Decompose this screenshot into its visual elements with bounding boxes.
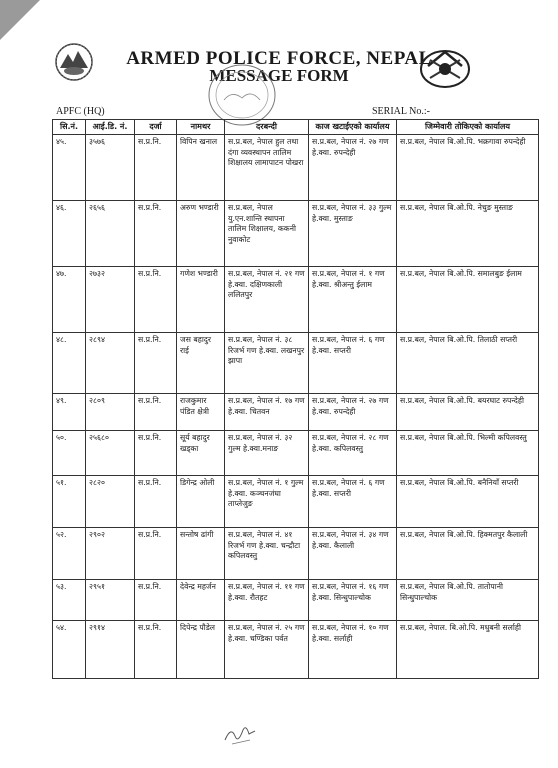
col-header-sn: सि.नं. [53,120,86,135]
cell-assigned-office: स.प्र.बल, नेपाल बि.ओ.पि. तातोपानी सिन्धुपाल्चोक [397,580,539,621]
cell-id: २५६८० [86,431,135,476]
col-header-id: आई.डि. नं. [86,120,135,135]
cell-rank: स.प्र.नि. [135,267,177,333]
cell-deputed-office: स.प्र.बल, नेपाल नं. १६ गण हे.क्वा. सिन्धुपाल्चोक [309,580,397,621]
cell-post: स.प्र.बल, नेपाल नं. २१ गण हे.क्वा. दक्षिणकाली ललितपुर [225,267,309,333]
cell-id: २८९४ [86,333,135,394]
cell-assigned-office: स.प्र.बल, नेपाल बि.ओ.पि. बनैनियाँ सप्तरी [397,476,539,528]
cell-rank: स.प्र.नि. [135,333,177,394]
cell-rank: स.प्र.नि. [135,394,177,431]
cell-post: स.प्र.बल, नेपाल नं. ११ गण हे.क्वा. रौतहट [225,580,309,621]
table-row [53,621,539,679]
cell-name: सन्तोष ढांगी [177,528,225,580]
cell-rank: स.प्र.नि. [135,201,177,267]
cell-post: स.प्र.बल, नेपाल नं. ३२ गुल्म हे.क्वा.मनाङ [225,431,309,476]
cell-post: स.प्र.बल, नेपाल नं. १७ गण हे.क्वा. चितवन [225,394,309,431]
organization-title: ARMED POLICE FORCE, NEPAL [126,48,432,69]
cell-sn: ४५. [53,135,86,201]
deputation-table [52,119,539,679]
cell-sn: ५१. [53,476,86,528]
cell-name: जस बहादुर राई [177,333,225,394]
cell-deputed-office: स.प्र.बल, नेपाल नं. ३४ गण हे.क्वा. कैलाली [309,528,397,580]
cell-name: अरुण भण्डारी [177,201,225,267]
cell-id: २९५१ [86,580,135,621]
page-corner-fold [0,0,40,40]
apf-emblem-icon [418,46,472,92]
cell-sn: ४८. [53,333,86,394]
cell-assigned-office: स.प्र.बल, नेपाल. बि.ओ.पि. मधुबनी सर्लाही [397,621,539,679]
cell-rank: स.प्र.नि. [135,528,177,580]
cell-deputed-office: स.प्र.बल, नेपाल नं. २७ गण हे.क्वा. रुपन्देही [309,394,397,431]
cell-post: स.प्र.बल, नेपाल नं. ३८ रिजर्भ गण हे.क्वा. लखनपुर झापा [225,333,309,394]
cell-deputed-office: स.प्र.बल, नेपाल नं. २७ गण हे.क्वा. रुपन्देही [309,135,397,201]
cell-id: २९१४ [86,621,135,679]
cell-assigned-office: स.प्र.बल, नेपाल बि.ओ.पि. समालबुङ ईलाम [397,267,539,333]
cell-post: स.प्र.बल, नेपाल नं. २५ गण हे.क्वा. चण्डिका पर्वत [225,621,309,679]
cell-post: स.प्र.बल, नेपाल हुल तथा दंगा व्यवस्थापन तालिम शिक्षालय लामापाटन पोखरा [225,135,309,201]
cell-name: विपिन खनाल [177,135,225,201]
cell-sn: ४९. [53,394,86,431]
cell-rank: स.प्र.नि. [135,621,177,679]
cell-sn: ५४. [53,621,86,679]
signature-mark [222,722,258,748]
col-header-deputed-office: काज खटाईएको कार्यालय [309,120,397,135]
col-header-assigned-office: जिम्मेवारी तोकिएको कार्यालय [397,120,539,135]
cell-assigned-office: स.प्र.बल, नेपाल बि.ओ.पि. बयरघाट रुपन्देही [397,394,539,431]
cell-rank: स.प्र.नि. [135,431,177,476]
cell-assigned-office: स.प्र.बल, नेपाल बि.ओ.पि. भिल्मी कपिलवस्तु [397,431,539,476]
cell-deputed-office: स.प्र.बल, नेपाल नं. ६ गण हे.क्वा. सप्तरी [309,333,397,394]
col-header-rank: दर्जा [135,120,177,135]
cell-deputed-office: स.प्र.बल, नेपाल नं. १० गण हे.क्वा. सर्लाही [309,621,397,679]
table-row [53,201,539,267]
serial-label: SERIAL No.:- [372,106,430,117]
cell-id: २८०९ [86,394,135,431]
cell-id: २६५६ [86,201,135,267]
table-row [53,476,539,528]
cell-name: देवेन्द्र महर्जन [177,580,225,621]
cell-name: दिपेन्द्र पौडेल [177,621,225,679]
cell-id: ३५७६ [86,135,135,201]
cell-deputed-office: स.प्र.बल, नेपाल नं. ३३ गुल्म हे.क्वा. मुस्ताङ [309,201,397,267]
cell-deputed-office: स.प्र.बल, नेपाल नं. २८ गण हे.क्वा. कपिलवस्तु [309,431,397,476]
table-row [53,394,539,431]
cell-rank: स.प्र.नि. [135,580,177,621]
cell-sn: ५३. [53,580,86,621]
cell-sn: ५२. [53,528,86,580]
cell-post: स.प्र.बल, नेपाल नं. १ गुल्म हे.क्वा. कञ्चनजंघा ताप्लेजुङ [225,476,309,528]
cell-name: राजकुमार पंडित क्षेत्री [177,394,225,431]
cell-assigned-office: स.प्र.बल, नेपाल बि.ओ.पि. नेचुङ मुस्ताङ [397,201,539,267]
cell-id: २७३२ [86,267,135,333]
cell-sn: ४७. [53,267,86,333]
table-row [53,135,539,201]
cell-rank: स.प्र.नि. [135,476,177,528]
col-header-post: दरबन्दी [225,120,309,135]
table-row [53,333,539,394]
table-row [53,267,539,333]
cell-deputed-office: स.प्र.बल, नेपाल नं. ६ गण हे.क्वा. सप्तरी [309,476,397,528]
table-header-row [53,120,539,135]
cell-id: २९०२ [86,528,135,580]
apfc-code: APFC (HQ) [56,106,105,117]
cell-name: डिगेन्द्र ओली [177,476,225,528]
cell-sn: ४६. [53,201,86,267]
cell-name: सूर्य बहादुर खड्का [177,431,225,476]
cell-post: स.प्र.बल, नेपाल यु.एन.शान्ति स्थापना तालिम शिक्षालय, ककनी नुवाकोट [225,201,309,267]
cell-id: २८२० [86,476,135,528]
cell-deputed-office: स.प्र.बल, नेपाल नं. १ गण हे.क्वा. श्रीअन्तु ईलाम [309,267,397,333]
cell-rank: स.प्र.नि. [135,135,177,201]
cell-name: गणेश भण्डारी [177,267,225,333]
table-row [53,528,539,580]
form-title: MESSAGE FORM [209,66,349,85]
cell-post: स.प्र.बल, नेपाल नं. ४१ रिजर्भ गण हे.क्वा. चन्द्रौटा कपिलवस्तु [225,528,309,580]
table-row [53,431,539,476]
table-row [53,580,539,621]
cell-assigned-office: स.प्र.बल, नेपाल बि.ओ.पि. भक्रगावा रुपन्देही [397,135,539,201]
cell-sn: ५०. [53,431,86,476]
cell-assigned-office: स.प्र.बल, नेपाल बि.ओ.पि. तिलाठी सप्तरी [397,333,539,394]
col-header-name: नामथर [177,120,225,135]
cell-assigned-office: स.प्र.बल, नेपाल बि.ओ.पि. हिक्मतपुर कैलाली [397,528,539,580]
